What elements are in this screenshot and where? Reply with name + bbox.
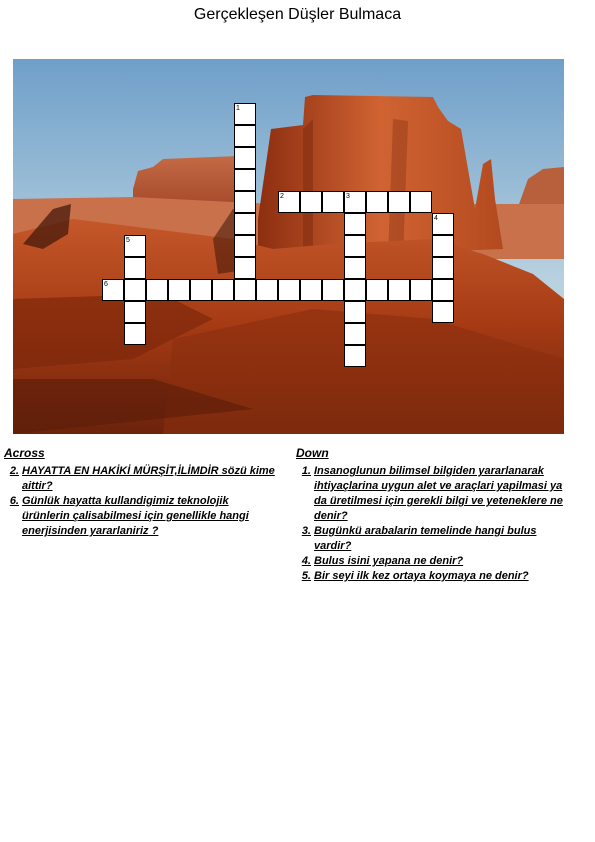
crossword-cell[interactable]: [322, 279, 344, 301]
down-clue: [296, 554, 576, 569]
cell-number: 3: [346, 193, 350, 200]
across-clues: [4, 446, 276, 539]
crossword-cell[interactable]: [388, 191, 410, 213]
clue-text: Günlük hayatta kullandigimiz teknolojik ürünlerin çalisabilmesi için genellikle hangi enerjisinden yararlaniriz ?: [22, 495, 249, 537]
crossword-cell[interactable]: [322, 191, 344, 213]
across-heading: Across: [4, 446, 45, 460]
clue-number: 6.: [9, 495, 19, 507]
cell-number: 6: [104, 281, 108, 288]
crossword-cell[interactable]: [234, 279, 256, 301]
crossword-cell[interactable]: [124, 279, 146, 301]
clue-text: Insanoglunun bilimsel bilgiden yararlanarak ihtiyaçlarina uygun alet ve araçlari yapilmasi ya: [314, 465, 563, 492]
clue-text: Bir seyi ilk kez ortaya koymaya ne denir?: [314, 570, 529, 582]
crossword-cell[interactable]: [234, 147, 256, 169]
crossword-cell[interactable]: [344, 301, 366, 323]
crossword-cell[interactable]: [168, 279, 190, 301]
crossword-cell[interactable]: [234, 257, 256, 279]
clue-number: 2.: [9, 465, 19, 477]
clue-text: da üretilmesi için gerekli bilgi ve yeteneklere ne: [314, 495, 563, 507]
across-clue: [4, 464, 276, 494]
down-clue: [296, 569, 576, 584]
crossword-cell[interactable]: [300, 279, 322, 301]
clue-number: 1.: [301, 465, 311, 477]
clue-number: 3.: [301, 525, 311, 537]
cell-number: 4: [434, 215, 438, 222]
crossword-cell[interactable]: [432, 235, 454, 257]
clue-text: HAYATTA EN HAKİKİ MÜRŞİT,İLİMDİR sözü kime aittir?: [22, 465, 275, 492]
crossword-cell[interactable]: [190, 279, 212, 301]
down-clue: [296, 509, 576, 524]
down-clue: [296, 494, 576, 509]
crossword-cell[interactable]: [212, 279, 234, 301]
crossword-cell[interactable]: [432, 301, 454, 323]
crossword-cell[interactable]: [366, 191, 388, 213]
crossword-cell[interactable]: [234, 125, 256, 147]
crossword-cell[interactable]: [234, 191, 256, 213]
crossword-cell[interactable]: [344, 257, 366, 279]
crossword-grid: [13, 59, 564, 434]
crossword-cell[interactable]: [344, 235, 366, 257]
crossword-cell[interactable]: [124, 301, 146, 323]
clue-number: [296, 494, 314, 509]
across-clue: [4, 494, 276, 539]
cell-number: 5: [126, 237, 130, 244]
crossword-cell[interactable]: [388, 279, 410, 301]
crossword-cell[interactable]: [344, 345, 366, 367]
crossword-cell[interactable]: [256, 279, 278, 301]
down-clue: [296, 524, 576, 554]
page-title: Gerçekleşen Düşler Bulmaca: [193, 6, 402, 23]
crossword-cell[interactable]: [146, 279, 168, 301]
crossword-cell[interactable]: [344, 213, 366, 235]
crossword-cell[interactable]: [234, 169, 256, 191]
crossword-cell[interactable]: [234, 213, 256, 235]
cell-number: 2: [280, 193, 284, 200]
clue-number: [296, 509, 314, 524]
crossword-cell[interactable]: [344, 323, 366, 345]
clue-number: 4.: [301, 555, 311, 567]
clue-text: Bulus isini yapana ne denir?: [314, 555, 464, 567]
cell-number: 1: [236, 105, 240, 112]
crossword-cell[interactable]: [234, 235, 256, 257]
crossword-cell[interactable]: [344, 279, 366, 301]
crossword-cell[interactable]: [124, 323, 146, 345]
clue-text: denir?: [314, 510, 348, 522]
crossword-cell[interactable]: [410, 279, 432, 301]
crossword-cell[interactable]: [124, 257, 146, 279]
down-clue: [296, 464, 576, 494]
crossword-cell[interactable]: [366, 279, 388, 301]
crossword-cell[interactable]: [300, 191, 322, 213]
crossword-cell[interactable]: [278, 279, 300, 301]
down-heading: Down: [296, 446, 329, 460]
crossword-cell[interactable]: [432, 257, 454, 279]
down-clues: [296, 446, 576, 584]
clue-text: Bugünkü arabalarin temelinde hangi bulus vardir?: [314, 525, 537, 552]
crossword-cell[interactable]: [410, 191, 432, 213]
clue-number: 5.: [301, 570, 311, 582]
crossword-cell[interactable]: [432, 279, 454, 301]
